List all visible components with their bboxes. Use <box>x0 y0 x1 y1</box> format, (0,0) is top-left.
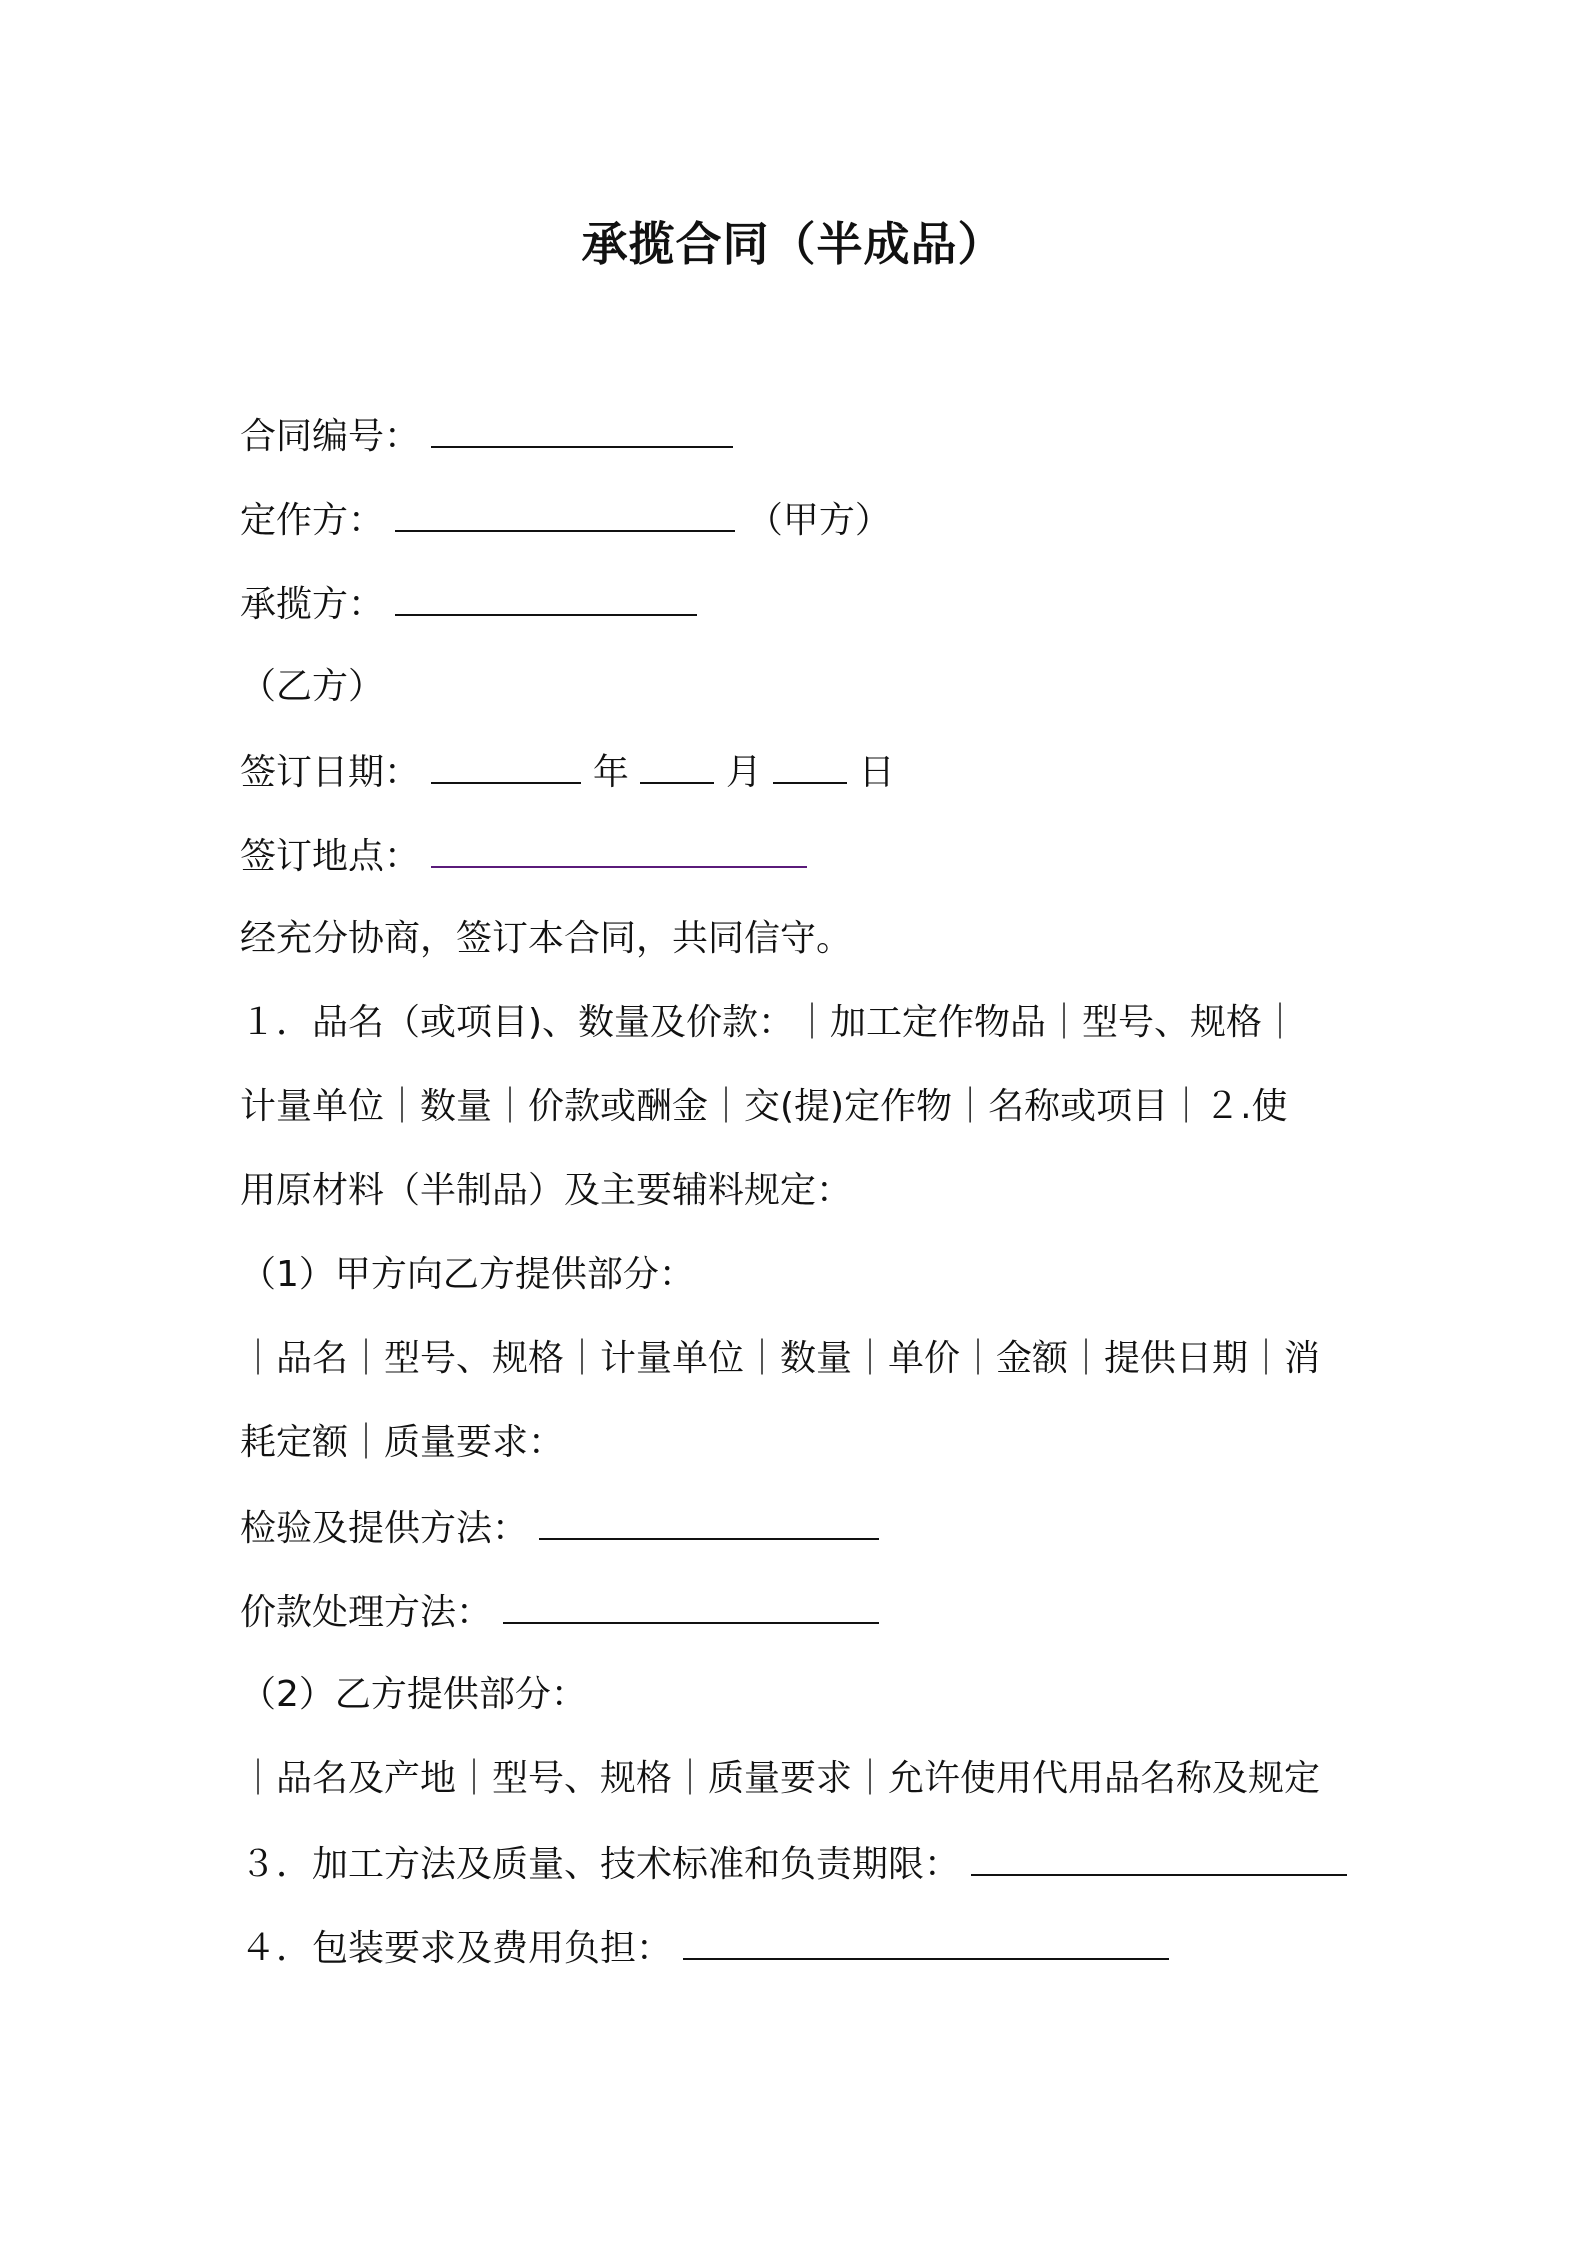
item4-line <box>240 1922 1360 1974</box>
contract-number-blank[interactable] <box>431 410 733 448</box>
sign-date-label: 签订日期： <box>240 752 421 793</box>
orderer-line <box>240 494 1360 546</box>
day-label: 日 <box>858 752 895 793</box>
sign-place-label: 签订地点： <box>240 836 421 877</box>
sign-year-blank[interactable] <box>431 746 581 784</box>
document-title: 承揽合同（半成品） <box>581 217 1005 271</box>
orderer-blank[interactable] <box>395 494 735 532</box>
contractor-suffix: （乙方） <box>240 666 385 707</box>
contractor-blank[interactable] <box>395 578 697 616</box>
contract-number-line <box>240 410 1360 462</box>
orderer-label: 定作方： <box>240 500 385 541</box>
sub1-title: （1）甲方向乙方提供部分： <box>240 1254 695 1295</box>
sign-date-line <box>240 746 1360 798</box>
item3-label: ３．加工方法及质量、技术标准和负责期限： <box>240 1844 961 1885</box>
contract-number-label: 合同编号： <box>240 416 421 457</box>
inspect-method-blank[interactable] <box>539 1502 879 1540</box>
month-label: 月 <box>725 752 762 793</box>
year-label: 年 <box>592 752 629 793</box>
price-method-line <box>240 1586 1360 1638</box>
item3-line <box>240 1838 1360 1890</box>
sub2-title: （2）乙方提供部分： <box>240 1674 587 1715</box>
contractor-suffix-line <box>240 662 1360 712</box>
contractor-line <box>240 578 1360 630</box>
item1-line3: 用原材料（半制品）及主要辅料规定： <box>240 1170 853 1211</box>
inspect-method-label: 检验及提供方法： <box>240 1508 529 1549</box>
inspect-method-line <box>240 1502 1360 1554</box>
item1-line1: １．品名（或项目)、数量及价款：｜加工定作物品｜型号、规格｜ <box>240 1002 1299 1043</box>
sign-month-blank[interactable] <box>640 746 714 784</box>
price-method-blank[interactable] <box>503 1586 879 1624</box>
item4-label: ４．包装要求及费用负担： <box>240 1928 673 1969</box>
item3-blank[interactable] <box>971 1838 1347 1876</box>
price-method-label: 价款处理方法： <box>240 1592 493 1633</box>
sign-place-blank[interactable] <box>431 830 807 868</box>
sign-day-blank[interactable] <box>773 746 847 784</box>
sub1-columns-line1: ｜品名｜型号、规格｜计量单位｜数量｜单价｜金额｜提供日期｜消 <box>240 1338 1321 1379</box>
orderer-suffix: （甲方） <box>746 500 891 541</box>
contractor-label: 承揽方： <box>240 584 385 625</box>
sub1-columns-line2: 耗定额｜质量要求： <box>240 1422 565 1463</box>
item1-line2: 计量单位｜数量｜价款或酬金｜交(提)定作物｜名称或项目｜２.使 <box>240 1086 1288 1127</box>
sign-place-line <box>240 830 1360 882</box>
sub2-columns-line1: ｜品名及产地｜型号、规格｜质量要求｜允许使用代用品名称及规定 <box>240 1758 1321 1799</box>
intro-paragraph: 经充分协商，签订本合同，共同信守。 <box>240 918 853 959</box>
item4-blank[interactable] <box>683 1922 1169 1960</box>
